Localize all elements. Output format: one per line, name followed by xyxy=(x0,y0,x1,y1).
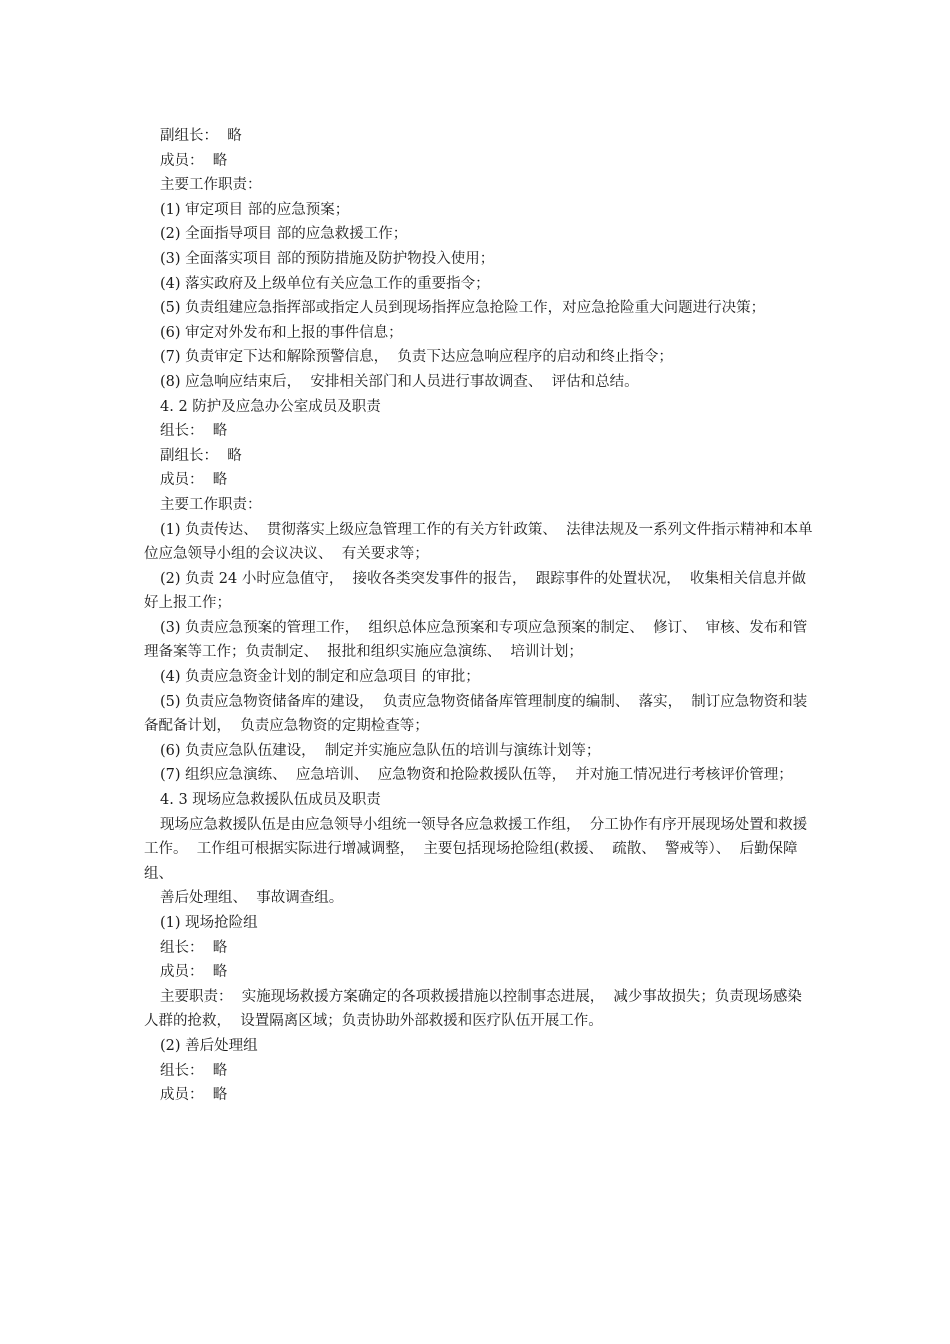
document-line-18: (3) 负责应急预案的管理工作， 组织总体应急预案和专项应急预案的制定、 修订、 审核、发布和管理备案等工作；负责制定、 报批和组织实施应急演练、 培训计划； xyxy=(144,619,808,661)
document-line-10: (8) 应急响应结束后， 安排相关部门和人员进行事故调查、 评估和总结。 xyxy=(160,373,639,390)
document-line-7: (5) 负责组建应急指挥部或指定人员到现场指挥应急抢险工作，对应急抢险重大问题进行决策； xyxy=(160,300,766,317)
document-line-29: 主要职责： 实施现场救援方案确定的各项救援措施以控制事态进展， 减少事故损失；负责现场感染人群的抢救， 设置隔离区域；负责协助外部救援和医疗队伍开展工作。 xyxy=(144,988,802,1030)
document-line-24: 现场应急救援队伍是由应急领导小组统一领导各应急救援工作组， 分工协作有序开展现场处置和救援工作。 工作组可根据实际进行增减调整， 主要包括现场抢险组(救援、 疏散、 警戒等）、 后勤保障组、 xyxy=(144,816,808,882)
document-line-1: 成员： 略 xyxy=(160,152,228,169)
document-line-5: (3) 全面落实项目 部的预防措施及防护物投入使用； xyxy=(160,250,495,267)
document-line-17: (2) 负责 24 小时应急值守， 接收各类突发事件的报告， 跟踪事件的处置状况， 收集相关信息并做好上报工作； xyxy=(144,570,806,612)
document-line-0: 副组长： 略 xyxy=(160,128,242,144)
document-line-30: (2) 善后处理组 xyxy=(160,1037,258,1054)
document-line-3: (1) 审定项目 部的应急预案； xyxy=(160,201,350,218)
document-line-22: (7) 组织应急演练、 应急培训、 应急物资和抢险救援队伍等， 并对施工情况进行考核评价管理； xyxy=(160,767,793,784)
document-line-23: 4. 3 现场应急救援队伍成员及职责 xyxy=(160,792,381,809)
document-line-11: 4. 2 防护及应急办公室成员及职责 xyxy=(160,398,381,415)
document-line-27: 组长： 略 xyxy=(160,939,228,956)
document-line-32: 成员： 略 xyxy=(160,1087,228,1104)
document-line-4: (2) 全面指导项目 部的应急救援工作； xyxy=(160,226,408,243)
document-line-21: (6) 负责应急队伍建设， 制定并实施应急队伍的培训与演练计划等； xyxy=(160,742,601,759)
document-line-13: 副组长： 略 xyxy=(160,447,242,464)
document-line-20: (5) 负责应急物资储备库的建设， 负责应急物资储备库管理制度的编制、 落实， 制订应急物资和装备配备计划， 负责应急物资的定期检查等； xyxy=(144,693,808,735)
document-line-6: (4) 落实政府及上级单位有关应急工作的重要指令； xyxy=(160,275,490,292)
document-line-31: 组长： 略 xyxy=(160,1062,228,1079)
document-line-2: 主要工作职责： xyxy=(160,177,262,194)
document-line-16: (1) 负责传达、 贯彻落实上级应急管理工作的有关方针政策、 法律法规及一系列文件指示精神和本单位应急领导小组的会议决议、 有关要求等； xyxy=(144,521,813,563)
document-body xyxy=(144,124,814,1108)
document-line-28: 成员： 略 xyxy=(160,964,228,981)
document-line-15: 主要工作职责： xyxy=(160,496,262,513)
document-line-19: (4) 负责应急资金计划的制定和应急项目 的审批； xyxy=(160,669,480,686)
document-line-14: 成员： 略 xyxy=(160,472,228,489)
document-line-8: (6) 审定对外发布和上报的事件信息； xyxy=(160,324,403,341)
document-line-12: 组长： 略 xyxy=(160,423,228,440)
document-line-26: (1) 现场抢险组 xyxy=(160,915,258,931)
document-line-25: 善后处理组、 事故调查组。 xyxy=(160,890,344,907)
document-line-9: (7) 负责审定下达和解除预警信息， 负责下达应急响应程序的启动和终止指令； xyxy=(160,349,673,366)
